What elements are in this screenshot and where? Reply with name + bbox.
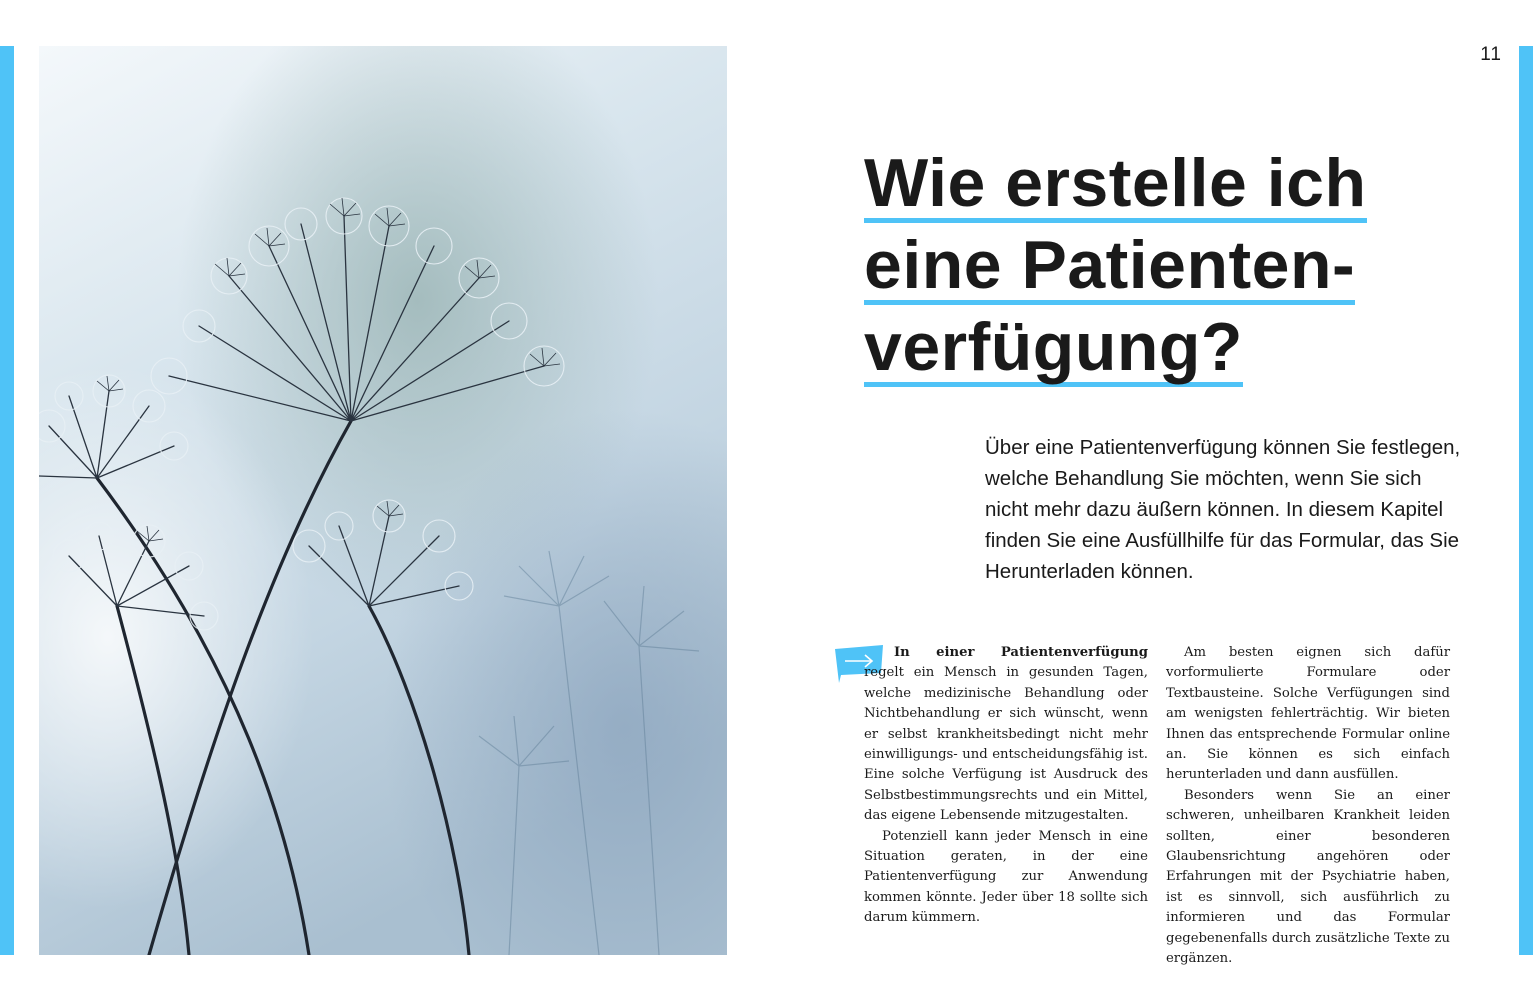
page-title [864, 145, 1504, 394]
body-column-1 [864, 643, 1148, 929]
page-number: 11 [1480, 44, 1502, 65]
right-edge-bar [1519, 46, 1533, 955]
body-column-2 [1166, 643, 1450, 970]
paragraph: Potenziell kann jeder Mensch in eine Situation geraten, in der eine Patientenverfügung zur Anwendung kommen könnte. Jeder über 18 sollte sich darum kümmern. [864, 828, 1148, 926]
intro-paragraph: Über eine Patientenverfügung können Sie festlegen, welche Behandlung Sie möchten, wenn Sie sich nicht mehr dazu äußern können. In diesem Kapitel finden Sie eine Ausfüllhilfe für das Formular, das Sie Herunterladen können. [985, 436, 1461, 583]
lead-phrase: In einer Patientenverfügung [894, 645, 1148, 660]
paragraph: Am besten eignen sich dafür vorformulierte Formulare oder Textbausteine. Solche Verfügungen sind am wenigsten fehlerträchtig. Wir bieten Ihnen das entsprechende Formular online an. Sie können es sich einfach herunterladen und dann ausfüllen. [1166, 645, 1450, 783]
left-edge-bar [0, 46, 14, 955]
frosted-plant-photo [39, 46, 727, 955]
paragraph: Besonders wenn Sie an einer schweren, unheilbaren Krankheit leiden sollten, einer besonderen Glaubensrichtung angehören oder Erfahrungen mit der Psychiatrie haben, ist es sinnvoll, sich ausführlich zu informieren und das Formular gegebenenfalls durch zusätzliche Texte zu ergänzen. [1166, 787, 1450, 967]
paragraph [864, 643, 1148, 827]
title-line-3: verfügung? [864, 309, 1243, 385]
title-line-1: Wie erstelle ich [864, 145, 1367, 221]
paragraph-text: regelt ein Mensch in gesunden Tagen, welche medizinische Behandlung oder Nichtbehandlung er sich wünscht, wenn er selbst krankheitsbedingt nicht mehr einwilligungs- und entscheidungsfähig ist. Eine solche Verfügung ist Ausdruck des Selbstbestimmungsrechts und ein Mittel, das eigene Lebensende mitzugestalten. [864, 665, 1148, 824]
title-line-2: eine Patienten- [864, 227, 1356, 303]
